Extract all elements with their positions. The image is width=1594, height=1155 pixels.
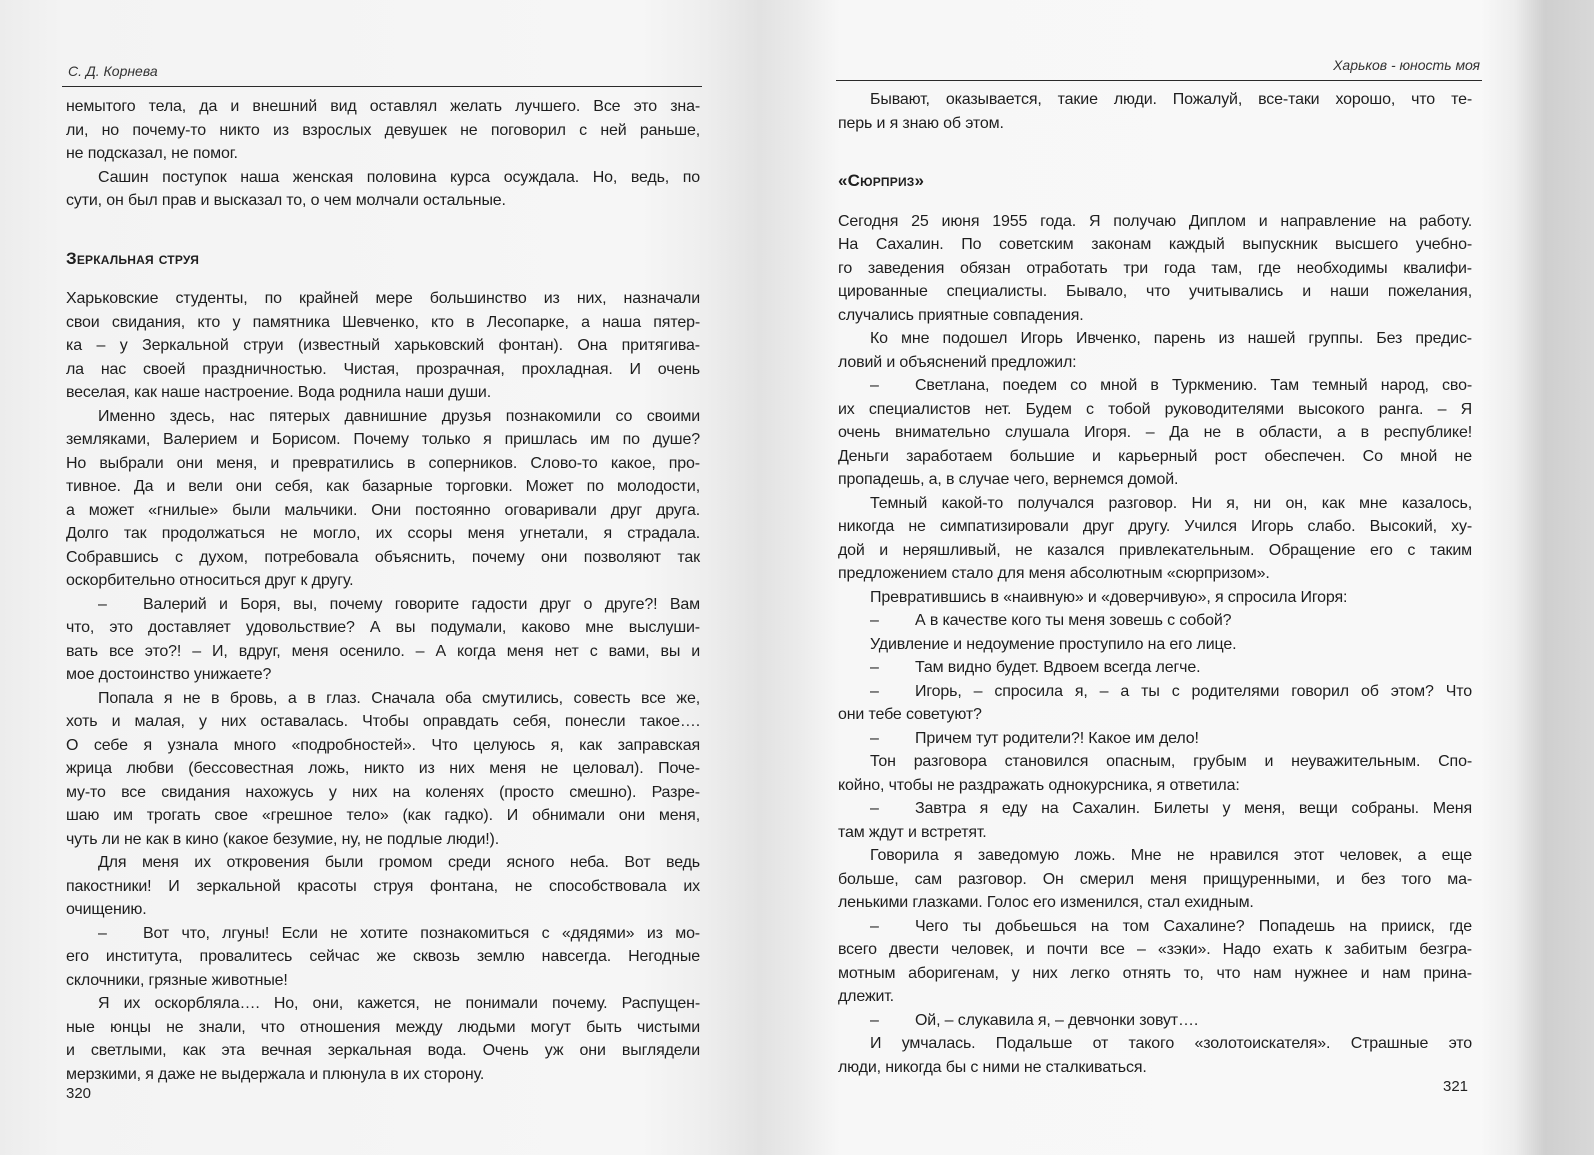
dialogue-paragraph: [838, 797, 1472, 844]
line-text: дой и неряшливый, не казался привлекательным. Обращение его с таким: [838, 541, 1472, 559]
dialogue-dash: –: [870, 612, 879, 629]
text-line: [66, 616, 700, 640]
dialogue-dash: –: [870, 682, 879, 700]
line-text: ла нас своей праздничностью. Чистая, прозрачная, прохладная. И очень: [66, 360, 700, 378]
line-text: Сашин поступок наша женская половина курса осуждала. Но, ведь, по: [98, 168, 700, 186]
line-text: чуть ли не как в кино (какое безумие, ну, не подлые люди!).: [66, 830, 499, 848]
text-line: [66, 734, 700, 758]
dialogue-paragraph: [838, 680, 1472, 727]
text-line: [838, 233, 1472, 257]
text-line: [838, 680, 1472, 704]
text-line: [838, 844, 1472, 868]
paragraph: [838, 844, 1472, 915]
line-text: Там видно будет. Вдвоем всегда легче.: [915, 659, 1201, 676]
text-line: [66, 781, 700, 805]
running-head-author: С. Д. Корнева: [68, 63, 158, 79]
text-line: [66, 475, 700, 499]
text-line: [838, 1056, 1472, 1080]
line-text: оскорбительно относиться друг к другу.: [66, 572, 354, 589]
line-text: что, это доставляет удовольствие? А вы подумали, каково мне выслуши-: [66, 619, 700, 636]
line-text: ка – у Зеркальной струи (известный харьковский фонтан). Она притягива-: [66, 337, 700, 354]
line-text: а может «гнилые» были мальчики. Они постоянно оговаривали друг друга.: [66, 501, 700, 519]
text-line: [838, 492, 1472, 516]
dialogue-paragraph: [838, 609, 1472, 633]
dialogue-dash: –: [870, 729, 879, 747]
line-text: мое достоинство унижаете?: [66, 666, 272, 683]
text-line: [66, 828, 700, 852]
text-line: [66, 452, 700, 476]
paragraph: [838, 492, 1472, 586]
paragraph: [838, 210, 1472, 328]
line-text: цированные специалисты. Бывало, что учитывались и наши пожелания,: [838, 283, 1472, 300]
text-line: [66, 1039, 700, 1063]
text-line: [66, 640, 700, 664]
line-text: Темный какой-то получался разговор. Ни я, ни он, как мне казалось,: [870, 494, 1472, 512]
line-text: его института, провалитесь сейчас же сквозь землю навсегда. Негодные: [66, 948, 700, 965]
paragraph: [838, 1032, 1472, 1079]
paragraph: [66, 166, 700, 213]
text-line: [838, 774, 1472, 798]
text-line: [66, 898, 700, 922]
text-line: [838, 468, 1472, 492]
line-text: там ждут и встретят.: [838, 823, 987, 841]
dialogue-paragraph: [838, 915, 1472, 1009]
dialogue-dash: –: [870, 377, 879, 394]
text-line: [66, 381, 700, 405]
text-line: [66, 992, 700, 1016]
text-line: [838, 112, 1472, 136]
line-text: Долго так продолжаться не могло, их ссоры меня угнетали, я страдала.: [66, 525, 700, 542]
page-number: 320: [66, 1085, 92, 1102]
line-text: Бывают, оказывается, такие люди. Пожалуй, все-таки хорошо, что те-: [870, 91, 1472, 108]
text-line: [66, 189, 700, 213]
text-line: [66, 945, 700, 969]
text-line: [66, 311, 700, 335]
paragraph: [66, 287, 700, 405]
line-text: Чего ты добьешься на том Сахалине? Попадешь на прииск, где: [915, 917, 1472, 935]
dialogue-paragraph: [66, 922, 700, 993]
text-line: [838, 421, 1472, 445]
text-line: [838, 821, 1472, 845]
dialogue-paragraph: [66, 593, 700, 687]
line-text: Причем тут родители?! Какое им дело!: [915, 729, 1199, 747]
line-text: очень внимательно слушала Игоря. – Да не в области, а в республике!: [838, 424, 1472, 441]
paragraph: [838, 633, 1472, 657]
text-line: [838, 703, 1472, 727]
line-text: Собравшись с духом, потребовала объяснить, почему они позволяют так: [66, 548, 700, 566]
dialogue-dash: –: [98, 924, 107, 942]
text-line: [838, 304, 1472, 328]
line-text: Вот что, лгуны! Если не хотите познакомиться с «дядями» из мо-: [143, 924, 700, 942]
text-line: [838, 656, 1472, 680]
line-text: длежит.: [838, 988, 894, 1005]
line-text: предложением стало для меня абсолютным «сюрпризом».: [838, 565, 1270, 582]
line-text: случались приятные совпадения.: [838, 306, 1084, 324]
line-text: всего двести человек, и почти все – «зэки». Надо ехать к забитым безгра-: [838, 941, 1472, 958]
dialogue-dash: –: [870, 659, 879, 676]
text-line: [66, 1016, 700, 1040]
section-heading: «Сюрприз»: [838, 171, 925, 190]
text-line: [838, 562, 1472, 586]
line-text: Харьковские студенты, по крайней мере большинство из них, назначали: [66, 290, 700, 307]
text-line: [66, 334, 700, 358]
line-text: Ко мне подошел Игорь Ивченко, парень из нашей группы. Без предис-: [870, 330, 1472, 347]
line-text: койно, чтобы не раздражать однокурсника, я ответила:: [838, 776, 1240, 794]
text-line: [66, 757, 700, 781]
text-line: [66, 142, 700, 166]
text-line: [66, 1063, 700, 1087]
paragraph: [66, 992, 700, 1086]
text-line: [66, 922, 700, 946]
text-line: [66, 166, 700, 190]
left-page-text: [66, 95, 700, 1086]
text-line: [838, 398, 1472, 422]
line-text: ловий и объяснений предложил:: [838, 353, 1077, 371]
line-text: склочники, грязные животные!: [66, 971, 288, 989]
text-line: [66, 546, 700, 570]
dialogue-paragraph: [838, 727, 1472, 751]
dialogue-dash: –: [870, 800, 879, 817]
text-line: [838, 280, 1472, 304]
line-text: ленькими глазками. Голос его изменился, стал ехидным.: [838, 894, 1254, 911]
line-text: ли, но почему-то никто из взрослых девушек не поговорил с ней раньше,: [66, 121, 700, 139]
line-text: хоть и малая, у них оставалась. Чтобы оправдать себя, понесли такое….: [66, 713, 700, 730]
dialogue-dash: –: [98, 595, 107, 613]
dialogue-dash: –: [870, 917, 879, 935]
text-line: [66, 119, 700, 143]
line-text: Деньги заработаем большие и карьерный рост обеспечен. Со мной не: [838, 447, 1472, 465]
line-text: О себе я узнала много «подробностей». Что целуюсь я, как заправская: [66, 736, 700, 754]
text-line: [838, 915, 1472, 939]
dialogue-dash: –: [870, 1011, 879, 1029]
text-line: [838, 868, 1472, 892]
dialogue-paragraph: [838, 656, 1472, 680]
line-text: вать все это?! – И, вдруг, меня осенило. – А когда меня нет с вами, вы и: [66, 642, 700, 660]
line-text: тивное. Да и вели они себя, как базарные торговки. Может по молодости,: [66, 478, 700, 495]
paragraph: [66, 851, 700, 922]
right-page-text: [838, 88, 1472, 1079]
text-line: [838, 327, 1472, 351]
text-line: [66, 569, 700, 593]
header-rule: [836, 80, 1482, 81]
paragraph: [66, 405, 700, 593]
dialogue-paragraph: [838, 1009, 1472, 1033]
text-line: [66, 687, 700, 711]
text-line: [66, 710, 700, 734]
line-text: шаю им трогать свое «грешное тело» (как гадко). И обнимали они меня,: [66, 807, 700, 824]
paragraph: [838, 586, 1472, 610]
text-line: [66, 522, 700, 546]
paragraph: [838, 750, 1472, 797]
text-line: [838, 727, 1472, 751]
line-text: Удивление и недоумение проступило на его лице.: [870, 635, 1237, 653]
header-rule: [62, 86, 702, 87]
line-text: немытого тела, да и внешний вид оставлял желать лучшего. Все это зна-: [66, 98, 700, 115]
text-line: [66, 499, 700, 523]
line-text: пакостники! И зеркальной красоты струя фонтана, не способствовала их: [66, 877, 700, 895]
line-text: Для меня их откровения были громом среди ясного неба. Вот ведь: [98, 854, 700, 871]
text-line: [838, 257, 1472, 281]
text-line: [66, 851, 700, 875]
text-line: [838, 374, 1472, 398]
line-text: Сегодня 25 июня 1955 года. Я получаю Диплом и направление на работу.: [838, 212, 1472, 230]
line-text: Говорила я заведомую ложь. Мне не нравился этот человек, а еще: [870, 847, 1472, 864]
text-line: [838, 586, 1472, 610]
text-line: [66, 95, 700, 119]
text-line: [838, 1032, 1472, 1056]
line-text: они тебе советуют?: [838, 706, 982, 723]
line-text: Именно здесь, нас пятерых давнишние друзья познакомили со своими: [98, 407, 700, 425]
line-text: свои свидания, кто у памятника Шевченко, кто в Лесопарке, а наша пятер-: [66, 313, 700, 331]
line-text: го заведения обязан отработать три года там, где необходимы квалифи-: [838, 259, 1472, 277]
text-line: [66, 428, 700, 452]
line-text: Завтра я еду на Сахалин. Билеты у меня, вещи собраны. Меня: [915, 800, 1472, 817]
text-line: [838, 351, 1472, 375]
line-text: их специалистов нет. Будем с тобой руководителями высокого ранга. – Я: [838, 400, 1472, 418]
line-text: пропадешь, а, в случае чего, вернемся домой.: [838, 471, 1179, 488]
line-text: ные юнцы не знали, что отношения между людьми могут быть чистыми: [66, 1018, 700, 1036]
line-text: веселая, как наше настроение. Вода роднила наши души.: [66, 384, 491, 401]
paragraph: [66, 687, 700, 852]
line-text: и светлыми, как эта вечная зеркальная вода. Очень уж они выглядели: [66, 1042, 700, 1059]
line-text: мерзкими, я даже не выдержала и плюнула в их сторону.: [66, 1065, 485, 1083]
text-line: [838, 797, 1472, 821]
text-line: [838, 891, 1472, 915]
line-text: мотным аборигенам, у них легко отнять то, что нам нужнее и нам прина-: [838, 964, 1472, 982]
line-text: му-то все свидания нахожусь у них на коленях (просто смешно). Разре-: [66, 783, 700, 801]
text-line: [838, 609, 1472, 633]
line-text: люди, никогда бы с ними не сталкиваться.: [838, 1058, 1147, 1076]
line-text: жрица любви (бессовестная ложь, никто из них меня не целовал). Поче-: [66, 760, 700, 777]
line-text: больше, сам разговор. Он смерил меня прищуренными, и без того ма-: [838, 870, 1472, 888]
text-line: [838, 750, 1472, 774]
text-line: [838, 985, 1472, 1009]
line-text: Попала я не в бровь, а в глаз. Сначала оба смутились, совесть все же,: [98, 689, 700, 707]
line-text: Превратившись в «наивную» и «доверчивую», я спросила Игоря:: [870, 588, 1348, 606]
text-line: [838, 210, 1472, 234]
text-line: [66, 405, 700, 429]
line-text: земляками, Валерием и Борисом. Почему только я пришлась им по душе?: [66, 431, 700, 448]
text-line: [66, 875, 700, 899]
line-text: перь и я знаю об этом.: [838, 114, 1004, 132]
text-line: [838, 539, 1472, 563]
dialogue-paragraph: [838, 374, 1472, 492]
page-number: 321: [1443, 1078, 1469, 1095]
line-text: Светлана, поедем со мной в Туркмению. Там темный народ, сво-: [915, 377, 1472, 394]
line-text: И умчалась. Подальше от такого «золотоискателя». Страшные это: [870, 1035, 1472, 1052]
text-line: [66, 287, 700, 311]
text-line: [838, 515, 1472, 539]
line-text: Тон разговора становился опасным, грубым и неуважительным. Спо-: [870, 753, 1472, 770]
line-text: очищению.: [66, 901, 147, 918]
line-text: Я их оскорбляла…. Но, они, кажется, не понимали почему. Распущен-: [98, 995, 700, 1012]
text-line: [66, 663, 700, 687]
text-line: [66, 593, 700, 617]
paragraph: [66, 95, 700, 166]
line-text: сути, он был прав и высказал то, о чем молчали остальные.: [66, 192, 506, 209]
line-text: Валерий и Боря, вы, почему говорите гадости друг о друге?! Вам: [143, 595, 700, 613]
text-line: [66, 969, 700, 993]
text-line: [838, 633, 1472, 657]
text-line: [838, 88, 1472, 112]
text-line: [838, 445, 1472, 469]
text-line: [66, 358, 700, 382]
paragraph: [838, 327, 1472, 374]
line-text: никогда не симпатизировали друг другу. Учился Игорь слабо. Высокий, ху-: [838, 518, 1472, 535]
text-line: [66, 804, 700, 828]
section-heading: Зеркальная струя: [66, 248, 200, 268]
line-text: Но выбрали они меня, и превратились в соперников. Слово-то какое, про-: [66, 454, 700, 472]
text-line: [838, 938, 1472, 962]
text-line: [838, 1009, 1472, 1033]
line-text: Игорь, – спросила я, – а ты с родителями говорил об этом? Что: [915, 682, 1472, 700]
running-head-title: Харьков - юность моя: [1333, 57, 1480, 73]
line-text: не подсказал, не помог.: [66, 145, 238, 162]
line-text: А в качестве кого ты меня зовешь с собой?: [915, 612, 1232, 629]
paragraph: [838, 88, 1472, 135]
line-text: На Сахалин. По советским законам каждый выпускник высшего учебно-: [838, 236, 1472, 253]
line-text: Ой, – слукавила я, – девчонки зовут….: [915, 1011, 1199, 1029]
text-line: [838, 962, 1472, 986]
